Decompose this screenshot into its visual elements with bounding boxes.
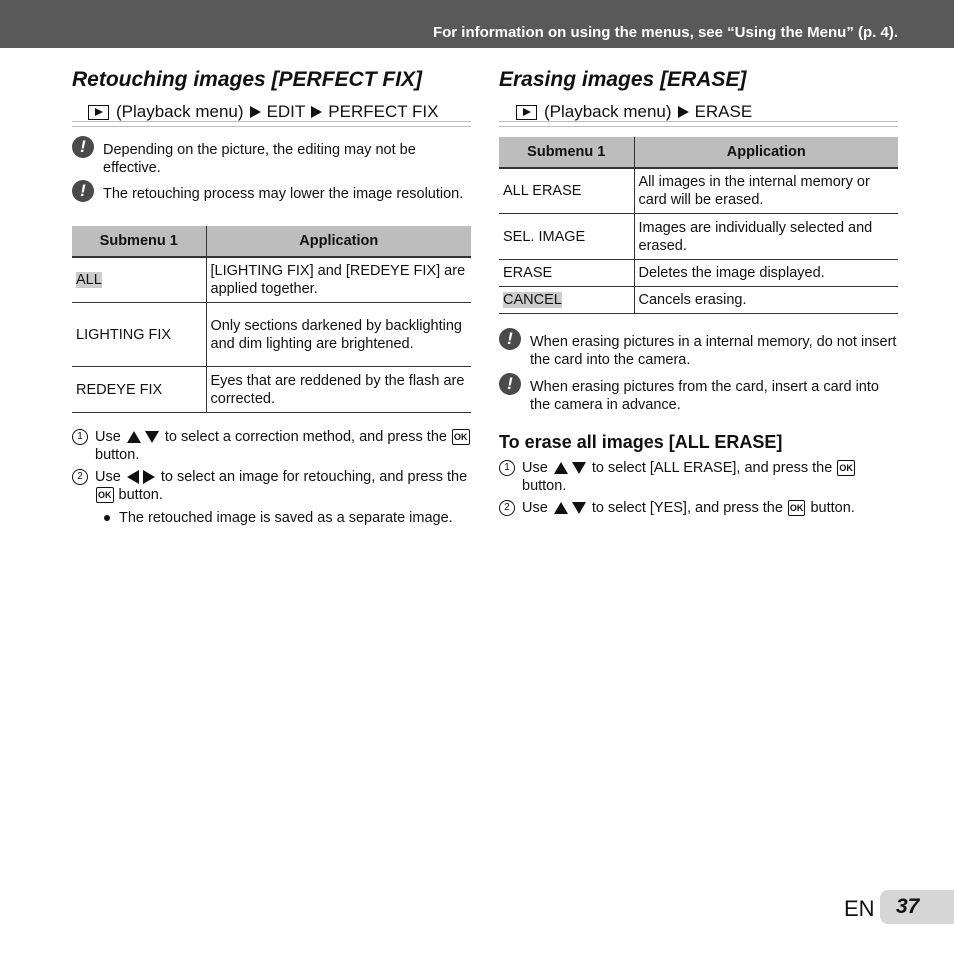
submenu-cell: REDEYE FIX — [72, 367, 206, 413]
step-text: button. — [118, 487, 163, 503]
right-arrow-icon — [143, 470, 155, 484]
submenu-cell: SEL. IMAGE — [499, 214, 634, 260]
table-row — [499, 260, 898, 287]
step-number: 2 — [499, 500, 515, 516]
up-arrow-icon — [554, 462, 568, 474]
submenu-cell: ERASE — [499, 260, 634, 287]
up-arrow-icon — [554, 502, 568, 514]
table-row — [72, 367, 471, 413]
step-number: 2 — [72, 469, 88, 485]
table-row — [499, 214, 898, 260]
page-number: 37 — [880, 890, 954, 924]
step-text: button. — [95, 447, 140, 463]
table-header-row — [499, 137, 898, 168]
table-row — [72, 303, 471, 367]
step-text: button. — [810, 500, 855, 516]
step-text: Use — [95, 469, 121, 485]
arrow-right-icon — [678, 106, 689, 118]
top-banner — [0, 0, 954, 48]
application-cell: Cancels erasing. — [634, 287, 898, 314]
bullet-icon — [104, 515, 110, 521]
arrow-right-icon — [250, 106, 261, 118]
application-cell: [LIGHTING FIX] and [REDEYE FIX] are applied together. — [206, 257, 471, 303]
application-cell: All images in the internal memory or card will be erased. — [634, 168, 898, 214]
note-text: The retouching process may lower the image resolution. — [103, 186, 464, 202]
step-text: Use — [522, 500, 548, 516]
section-title-perfect-fix: Retouching images [PERFECT FIX] — [72, 68, 423, 91]
step-text: to select a correction method, and press the — [164, 429, 447, 445]
divider — [499, 121, 898, 127]
step-text: Use — [95, 429, 121, 445]
table-row — [72, 257, 471, 303]
playback-icon — [88, 105, 109, 120]
menu-path-perfect-fix — [88, 102, 439, 122]
ok-button-icon: OK — [837, 460, 855, 476]
arrow-right-icon — [311, 106, 322, 118]
column-header: Application — [206, 226, 471, 257]
erase-table — [499, 137, 898, 314]
table-row — [499, 287, 898, 314]
step-text: to select an image for retouching, and press the — [160, 469, 468, 485]
playback-icon — [516, 105, 537, 120]
caution-icon: ! — [499, 373, 521, 395]
caution-icon: ! — [72, 136, 94, 158]
application-cell: Deletes the image displayed. — [634, 260, 898, 287]
step-text: button. — [522, 478, 567, 494]
playback-menu-label: (Playback menu) — [116, 102, 244, 121]
step-text: to select [YES], and press the — [591, 500, 783, 516]
divider — [72, 121, 471, 127]
perfect-fix-label: PERFECT FIX — [328, 102, 439, 121]
application-cell: Eyes that are reddened by the flash are corrected. — [206, 367, 471, 413]
note-text: Depending on the picture, the editing may not be effective. — [103, 142, 416, 176]
caution-icon: ! — [499, 328, 521, 350]
step-text: Use — [522, 460, 548, 476]
menu-path-erase — [516, 102, 752, 122]
erase-label: ERASE — [694, 102, 753, 121]
column-header: Submenu 1 — [499, 137, 634, 168]
up-arrow-icon — [127, 431, 141, 443]
step-number: 1 — [499, 460, 515, 476]
edit-label: EDIT — [266, 102, 306, 121]
note-text: When erasing pictures from the card, insert a card into the camera in advance. — [530, 379, 879, 413]
menu-info-text: For information on using the menus, see “Using the Menu” (p. 4). — [432, 24, 898, 41]
playback-menu-label: (Playback menu) — [544, 102, 672, 121]
note-text: When erasing pictures in a internal memory, do not insert the card into the camera. — [530, 334, 897, 368]
subheading-all-erase: To erase all images [ALL ERASE] — [499, 432, 783, 452]
submenu-cell: ALL ERASE — [499, 168, 634, 214]
submenu-cell: ALL — [76, 272, 102, 288]
ok-button-icon: OK — [96, 487, 114, 503]
table-header-row — [72, 226, 471, 257]
down-arrow-icon — [572, 462, 586, 474]
section-title-erase: Erasing images [ERASE] — [499, 68, 747, 91]
step-number: 1 — [72, 429, 88, 445]
table-row — [499, 168, 898, 214]
caution-icon: ! — [72, 180, 94, 202]
column-header: Application — [634, 137, 898, 168]
ok-button-icon: OK — [452, 429, 470, 445]
down-arrow-icon — [572, 502, 586, 514]
application-cell: Only sections darkened by backlighting and dim lighting are brightened. — [206, 303, 471, 367]
submenu-cell: LIGHTING FIX — [72, 303, 206, 367]
down-arrow-icon — [145, 431, 159, 443]
ok-button-icon: OK — [788, 500, 806, 516]
column-header: Submenu 1 — [72, 226, 206, 257]
bullet-text: The retouched image is saved as a separate image. — [119, 510, 453, 526]
submenu-cell: CANCEL — [503, 292, 562, 308]
perfect-fix-table — [72, 226, 471, 413]
application-cell: Images are individually selected and erased. — [634, 214, 898, 260]
language-label: EN — [844, 896, 875, 921]
step-text: to select [ALL ERASE], and press the — [591, 460, 833, 476]
left-arrow-icon — [127, 470, 139, 484]
